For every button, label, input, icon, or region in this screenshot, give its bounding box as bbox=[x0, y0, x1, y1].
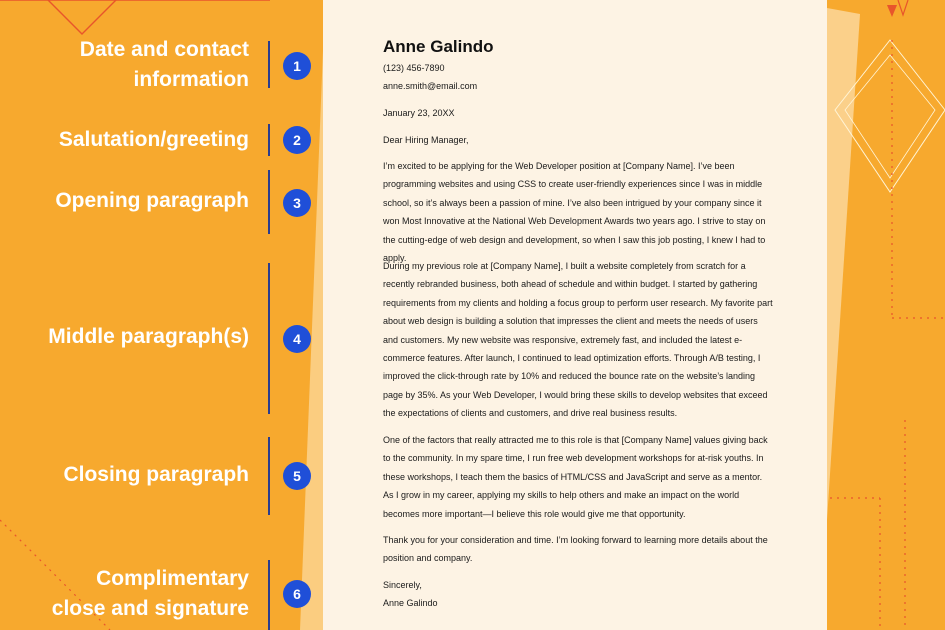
section-label-line: Complimentary bbox=[96, 567, 249, 590]
middle-paragraph: During my previous role at [Company Name], I built a website completely from scratch for a recently rebranded business, both ahead of schedule and within budget. I started by gathering requirements from my clients and holding a focus group to perform user research. My favorite part about web design is building a solution that impresses the client and meets the needs of users and customers. My new website was responsive, extremely fast, and included the latest e-commerce features. After launch, I continued to lead optimization efforts. Through A/B testing, I improved the click-through rate by 10% and reduced the bounce rate on the website’s landing page by 35%. As your Web Developer, I would bring these skills to develop websites that exceed the expectations of clients and customers, and drive real business results. bbox=[383, 261, 773, 419]
sender-phone: (123) 456-7890 bbox=[383, 63, 445, 73]
opening-paragraph: I’m excited to be applying for the Web Developer position at [Company Name]. I’ve been programming websites and using CSS to create user-friendly experiences since I was in middle school, so it’s always been a passion of mine. I’ve also been intrigued by your company since it won Most Innovative at the National Web Development Awards two years ago. I strive to stay on the cutting-edge of web design and development, so when I saw this job posting, I knew I had to apply. bbox=[383, 161, 766, 264]
signature-name: Anne Galindo bbox=[383, 598, 438, 608]
section-label-signature bbox=[52, 564, 249, 624]
section-label-middle bbox=[48, 322, 249, 352]
thank-you-paragraph: Thank you for your consideration and time. I’m looking forward to learning more details about the position and company. bbox=[383, 535, 768, 564]
section-divider bbox=[268, 41, 270, 88]
section-divider bbox=[268, 437, 270, 515]
section-divider bbox=[268, 560, 270, 630]
section-label-greeting bbox=[59, 125, 249, 155]
section-label-line: Salutation/greeting bbox=[58, 128, 249, 151]
section-number-badge: 6 bbox=[283, 580, 311, 608]
section-number-badge: 2 bbox=[283, 126, 311, 154]
letter-date: January 23, 20XX bbox=[383, 108, 455, 118]
section-label-opening bbox=[55, 186, 249, 216]
section-label-closing bbox=[63, 460, 249, 490]
section-divider bbox=[268, 263, 270, 414]
section-number-badge: 5 bbox=[283, 462, 311, 490]
section-label-contact bbox=[80, 35, 249, 95]
closing-paragraph: One of the factors that really attracted me to this role is that [Company Name] values giving back to the community. In my spare time, I run free web development workshops for at-risk youths. In these workshops, I teach them the basics of HTML/CSS and JavaScript and serve as a mentor. As I grow in my career, applying my skills to help others and make an impact on the world becomes more important—I believe this role would give me that opportunity. bbox=[383, 435, 768, 519]
sender-email: anne.smith@email.com bbox=[383, 81, 478, 91]
section-label-line: close and signature bbox=[51, 597, 249, 620]
section-label-line: Opening paragraph bbox=[55, 189, 249, 212]
section-label-line: Middle paragraph(s) bbox=[48, 325, 249, 348]
salutation: Dear Hiring Manager, bbox=[383, 135, 469, 145]
section-divider bbox=[268, 170, 270, 234]
complimentary-close: Sincerely, bbox=[383, 580, 422, 590]
section-number-badge: 4 bbox=[283, 325, 311, 353]
sender-name: Anne Galindo bbox=[383, 37, 494, 56]
section-label-line: Date and contact bbox=[79, 38, 249, 61]
section-label-line: information bbox=[133, 68, 249, 91]
section-number-badge: 3 bbox=[283, 189, 311, 217]
section-divider bbox=[268, 124, 270, 156]
section-number-badge: 1 bbox=[283, 52, 311, 80]
section-label-line: Closing paragraph bbox=[63, 463, 249, 486]
